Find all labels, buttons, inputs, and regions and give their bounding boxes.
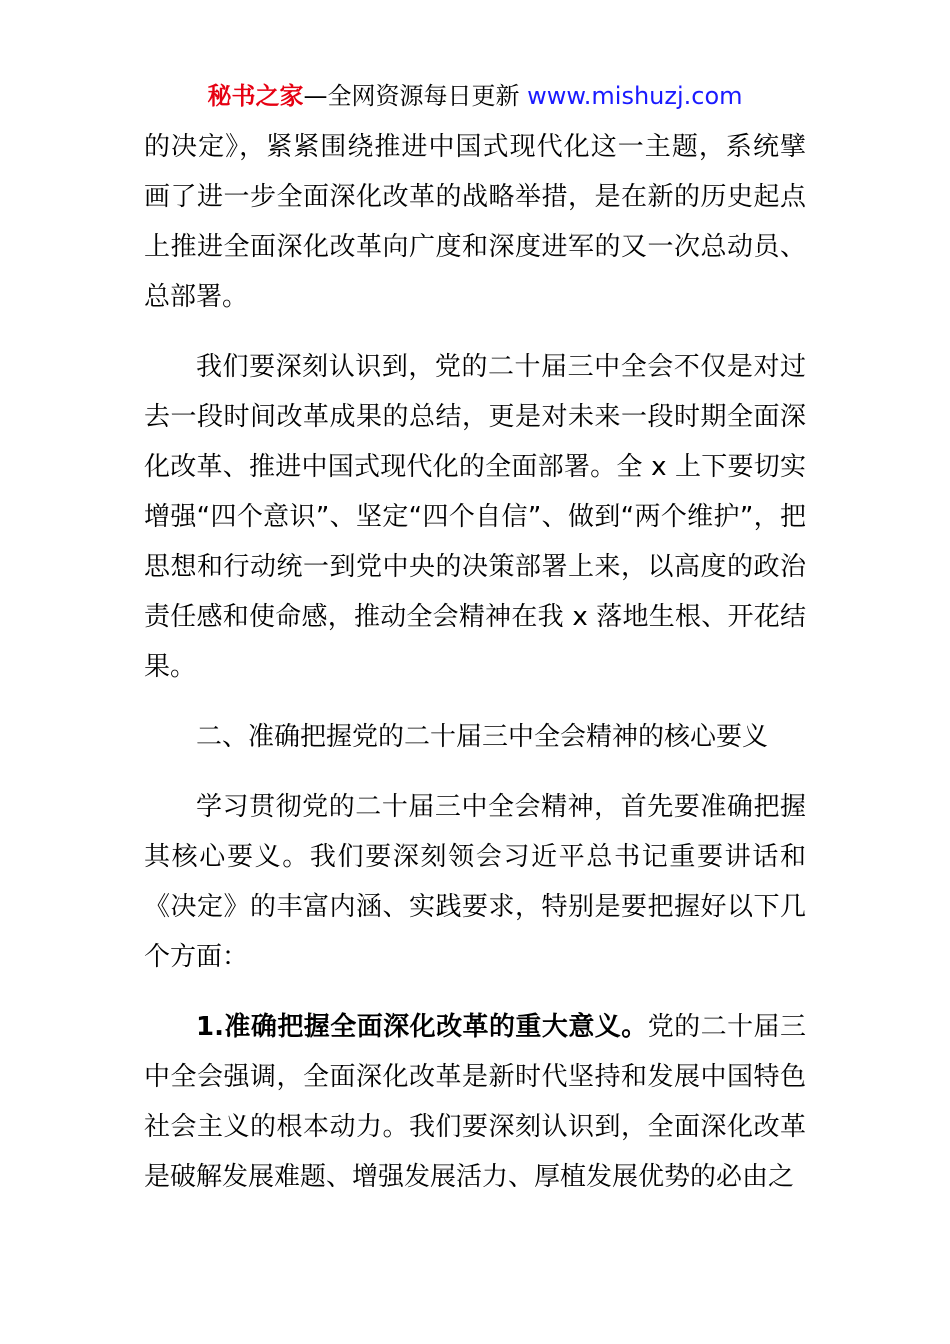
point-1-body: 党的二十届三中全会强调，全面深化改革是新时代坚持和发展中国特色社会主义的根本动力。我们要深刻认识到，全面深化改革是破解发展难题、增强发展活力、厚植发展优势的必由之	[144, 1012, 806, 1192]
section-heading-2: 二、准确把握党的二十届三中全会精神的核心要义	[196, 722, 769, 752]
document-body	[144, 122, 806, 1202]
paragraph-awareness: 我们要深刻认识到，党的二十届三中全会不仅是对过去一段时间改革成果的总结，更是对未来一段时期全面深化改革、推进中国式现代化的全面部署。全 x 上下要切实增强“四个意识”、坚定“四个自信”、做到“两个维护”，把思想和行动统一到党中央的决策部署上来，以高度的政治责任感和使命感，推动全会精神在我 x 落地生根、开花结果。	[144, 352, 806, 682]
site-url-link[interactable]: www.mishuzj.com	[527, 82, 743, 110]
brand-name: 秘书之家	[207, 82, 304, 110]
paragraph-continuation: 的决定》，紧紧围绕推进中国式现代化这一主题，系统擘画了进一步全面深化改革的战略举措，是在新的历史起点上推进全面深化改革向广度和深度进军的又一次总动员、总部署。	[144, 132, 806, 312]
header-tagline: —全网资源每日更新	[303, 82, 520, 110]
point-1-heading: 1.准确把握全面深化改革的重大意义。	[196, 1012, 648, 1042]
paragraph-core-essence: 学习贯彻党的二十届三中全会精神，首先要准确把握其核心要义。我们要深刻领会习近平总书记重要讲话和《决定》的丰富内涵、实践要求，特别是要把握好以下几个方面：	[144, 792, 806, 972]
site-header	[0, 80, 950, 112]
paragraph-point-1	[144, 1002, 806, 1202]
